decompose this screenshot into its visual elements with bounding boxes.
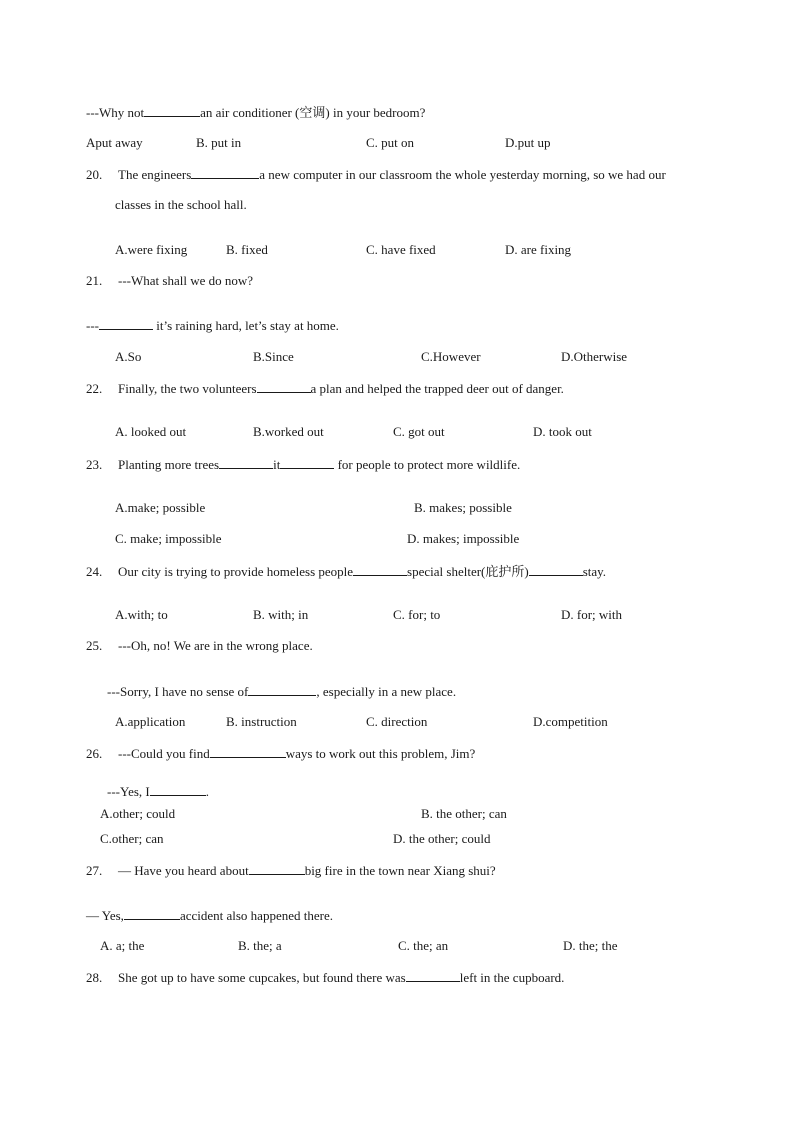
answer-blank[interactable] bbox=[144, 104, 200, 117]
answer-blank[interactable] bbox=[219, 456, 273, 469]
q21-reply bbox=[86, 317, 339, 334]
q20-stem bbox=[86, 166, 666, 183]
q20-option-d: D. are fixing bbox=[505, 242, 572, 257]
question-number: 26. bbox=[86, 746, 103, 761]
question-number: 24. bbox=[86, 564, 103, 579]
q25-reply-part1: ---Sorry, I have no sense of bbox=[107, 684, 249, 699]
q26-stem-part1: ---Could you find bbox=[118, 746, 210, 761]
answer-blank[interactable] bbox=[257, 380, 311, 393]
q22-option-c: C. got out bbox=[393, 424, 445, 439]
q26-reply bbox=[107, 783, 209, 800]
q21-reply-text: it’s raining hard, let’s stay at home. bbox=[156, 318, 339, 333]
q19-option-c: C. put on bbox=[366, 135, 415, 150]
answer-blank[interactable] bbox=[249, 862, 305, 875]
q26-reply-part2: . bbox=[205, 784, 209, 799]
q20-stem-part1: The engineers bbox=[118, 167, 192, 182]
answer-blank[interactable] bbox=[210, 745, 286, 758]
q23-stem-part3: for people to protect more wildlife. bbox=[337, 457, 521, 472]
q26-option-c: C.other; can bbox=[100, 831, 164, 846]
q26-option-a: A.other; could bbox=[100, 806, 176, 821]
question-number: 28. bbox=[86, 970, 103, 985]
answer-blank[interactable] bbox=[191, 166, 259, 179]
q20-option-c: C. have fixed bbox=[366, 242, 436, 257]
q25-option-d: D.competition bbox=[533, 714, 608, 729]
answer-blank[interactable] bbox=[529, 563, 583, 576]
q21-stem-part1: ---What shall we do now? bbox=[118, 273, 254, 288]
q21-option-c: C.However bbox=[421, 349, 481, 364]
q21-option-d: D.Otherwise bbox=[561, 349, 628, 364]
q27-stem-part1: — Have you heard about bbox=[118, 863, 249, 878]
q27-option-c: C. the; an bbox=[398, 938, 449, 953]
q22-option-a: A. looked out bbox=[115, 424, 187, 439]
q19-option-b: B. put in bbox=[196, 135, 242, 150]
q19-stem bbox=[86, 104, 425, 121]
q25-reply bbox=[107, 683, 456, 700]
question-number: 20. bbox=[86, 167, 103, 182]
q26-option-b: B. the other; can bbox=[421, 806, 507, 821]
answer-blank[interactable] bbox=[150, 783, 206, 796]
q22-stem bbox=[86, 380, 564, 397]
q22-option-b: B.worked out bbox=[253, 424, 324, 439]
q24-option-d: D. for; with bbox=[561, 607, 623, 622]
q19-option-d: D.put up bbox=[505, 135, 551, 150]
q23-stem-part1: Planting more trees bbox=[118, 457, 220, 472]
q20-option-b: B. fixed bbox=[226, 242, 268, 257]
q19-stem-part2: an air conditioner (空调) in your bedroom? bbox=[200, 105, 426, 120]
q22-stem-part2: a plan and helped the trapped deer out of danger. bbox=[310, 381, 564, 396]
q25-stem-part1: ---Oh, no! We are in the wrong place. bbox=[118, 638, 313, 653]
q20-option-a: A.were fixing bbox=[115, 242, 188, 257]
q21-option-a: A.So bbox=[115, 349, 142, 364]
q26-stem-part2: ways to work out this problem, Jim? bbox=[285, 746, 476, 761]
question-number: 23. bbox=[86, 457, 103, 472]
q21-option-b: B.Since bbox=[253, 349, 294, 364]
question-number: 21. bbox=[86, 273, 103, 288]
q24-option-b: B. with; in bbox=[253, 607, 309, 622]
q25-option-c: C. direction bbox=[366, 714, 428, 729]
q20-stem-part2: a new computer in our classroom the whole yesterday morning, so we had our bbox=[259, 167, 666, 182]
q25-reply-part2: , especially in a new place. bbox=[316, 684, 457, 699]
q23-option-b: B. makes; possible bbox=[414, 500, 512, 515]
answer-blank[interactable] bbox=[99, 317, 153, 330]
question-number: 27. bbox=[86, 863, 103, 878]
q24-option-c: C. for; to bbox=[393, 607, 441, 622]
q26-option-d: D. the other; could bbox=[393, 831, 491, 846]
q26-stem bbox=[86, 745, 475, 762]
q24-stem-part1: Our city is trying to provide homeless people bbox=[118, 564, 354, 579]
answer-blank[interactable] bbox=[248, 683, 316, 696]
q19-option-a: Aput away bbox=[86, 135, 143, 150]
q27-option-a: A. a; the bbox=[100, 938, 145, 953]
q27-reply bbox=[86, 907, 333, 924]
q28-stem-part2: left in the cupboard. bbox=[459, 970, 565, 985]
q25-stem bbox=[86, 638, 313, 654]
q23-stem-part2: it bbox=[273, 457, 281, 472]
q19-stem-part1: ---Why not bbox=[86, 105, 145, 120]
answer-blank[interactable] bbox=[353, 563, 407, 576]
q25-option-a: A.application bbox=[115, 714, 186, 729]
q26-reply-part1: ---Yes, I bbox=[107, 784, 150, 799]
q25-option-b: B. instruction bbox=[226, 714, 297, 729]
q22-option-d: D. took out bbox=[533, 424, 592, 439]
question-number: 22. bbox=[86, 381, 103, 396]
q27-stem bbox=[86, 862, 496, 879]
q21-stem bbox=[86, 273, 253, 289]
q24-option-a: A.with; to bbox=[115, 607, 168, 622]
q23-stem bbox=[86, 456, 520, 473]
q21-reply-dash: --- bbox=[86, 318, 99, 333]
q27-stem-part2: big fire in the town near Xiang shui? bbox=[304, 863, 496, 878]
q23-option-a: A.make; possible bbox=[115, 500, 206, 515]
q23-option-d: D. makes; impossible bbox=[407, 531, 520, 546]
q27-option-d: D. the; the bbox=[563, 938, 618, 953]
q27-option-b: B. the; a bbox=[238, 938, 282, 953]
q23-option-c: C. make; impossible bbox=[115, 531, 222, 546]
q24-stem-part3: stay. bbox=[582, 564, 607, 579]
q28-stem bbox=[86, 969, 564, 986]
q28-stem-part1: She got up to have some cupcakes, but found there was bbox=[118, 970, 406, 985]
q22-stem-part1: Finally, the two volunteers bbox=[118, 381, 257, 396]
q20-stem-continued: classes in the school hall. bbox=[115, 197, 247, 212]
q27-reply-part2: accident also happened there. bbox=[179, 908, 333, 923]
question-number: 25. bbox=[86, 638, 103, 653]
answer-blank[interactable] bbox=[406, 969, 460, 982]
q24-stem-part2: special shelter(庇护所) bbox=[407, 564, 529, 579]
answer-blank[interactable] bbox=[124, 907, 180, 920]
q27-reply-part1: — Yes, bbox=[86, 908, 124, 923]
answer-blank[interactable] bbox=[280, 456, 334, 469]
q24-stem bbox=[86, 563, 606, 580]
